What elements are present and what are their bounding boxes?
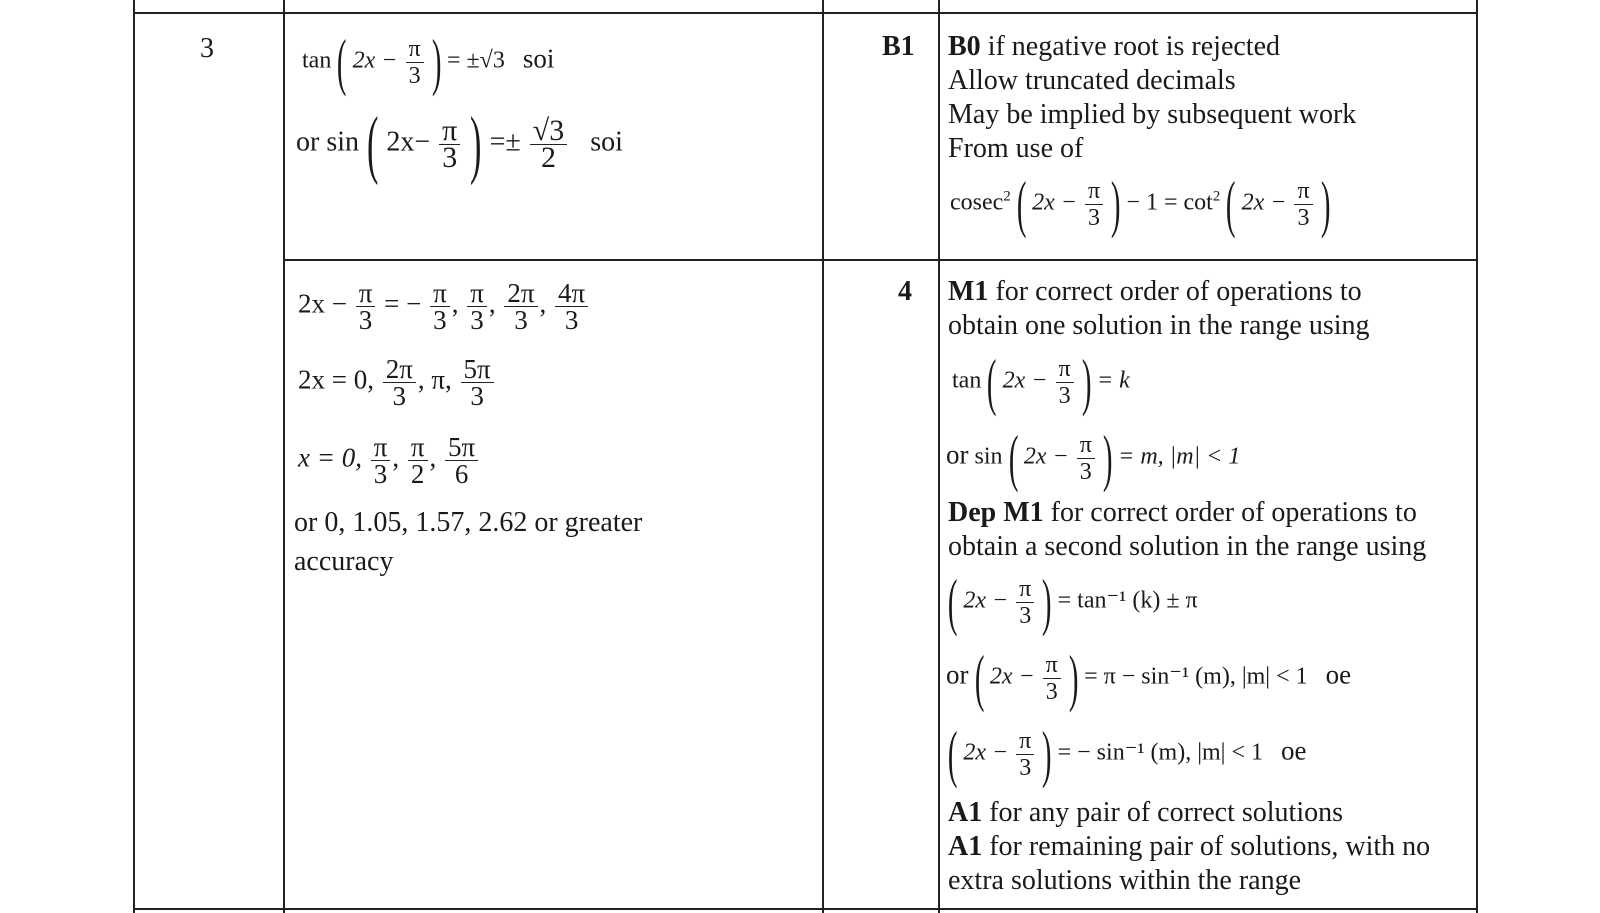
guidance-b0: B0 if negative root is rejected [948,31,1281,62]
question-number: 3 [200,33,214,64]
guidance-tan-k: tan ( 2x − $\frac{\pi}{3}$ ) = k [952,346,1130,417]
answer-x-values: x = 0, $\frac{\pi}{3}$ , $\frac{\pi}{2}$ , $\frac{5\pi}{6}$ [298,434,480,487]
guidance-truncated: Allow truncated decimals [948,65,1236,96]
guidance-neg-sin: ( 2x − $\frac{\pi}{3}$ ) = − sin⁻¹ (m), |m| < 1 oe [947,718,1307,789]
answer-accuracy: accuracy [294,546,394,577]
answer-tan-equation: tan ( 2x − $\frac{\pi}{3}$ ) = ±√3 soi [302,26,555,97]
guidance-m1: M1 for correct order of operations to [948,276,1362,307]
table-bottom-border [133,908,1476,910]
guidance-tan-inverse: ( 2x − $\frac{\pi}{3}$ ) = tan⁻¹ (k) ± π [947,566,1198,637]
guidance-a1-pair: A1 for any pair of correct solutions [948,797,1344,828]
column-border-left [133,0,135,913]
marks-4: 4 [898,276,912,307]
guidance-cosec-identity: cosec$^2$ ( 2x − $\frac{\pi}{3}$ ) − $1 = \cot^2$ ( 2x − $\frac{\pi}{3}$ ) [950,168,1331,239]
guidance-pi-minus-sin: or ( 2x − $\frac{\pi}{3}$ ) = π − sin⁻¹ (m), |m| < 1 oe [946,642,1352,713]
column-border-guidance [938,0,940,913]
guidance-dep-m1-cont: obtain a second solution in the range using [948,531,1427,562]
guidance-from-use: From use of [948,133,1084,164]
answer-sin-equation: or sin ( 2x− $\frac{\pi}{3}$ ) =± $\frac{√3}{2}$ soi [296,102,623,186]
answer-decimals: or 0, 1.05, 1.57, 2.62 or greater [294,507,643,538]
column-border-right [1476,0,1478,913]
guidance-sin-m: or sin ( 2x − $\frac{\pi}{3}$ ) = m, |m| < 1 [946,422,1241,493]
column-border-marks [822,0,824,913]
guidance-m1-cont: obtain one solution in the range using [948,310,1370,341]
guidance-a1-remaining: A1 for remaining pair of solutions, with no [948,831,1431,862]
row-divider [283,259,1476,261]
answer-2x-values: 2x = 0, $\frac{2\pi}{3}$ , π, $\frac{5\pi}{3}$ [298,356,496,409]
table-top-border [133,12,1476,14]
column-border-answer [283,0,285,913]
answer-angle-values: 2x − $\frac{\pi}{3}$ = − $\frac{\pi}{3}$ , $\frac{\pi}{3}$ , $\frac{2\pi}{3}$ , $\frac{4\pi}{3}$ [298,280,590,333]
marks-b1: B1 [882,31,915,62]
guidance-implied: May be implied by subsequent work [948,99,1357,130]
guidance-dep-m1: Dep M1 for correct order of operations to [948,497,1417,528]
guidance-extra-solutions: extra solutions within the range [948,865,1302,896]
